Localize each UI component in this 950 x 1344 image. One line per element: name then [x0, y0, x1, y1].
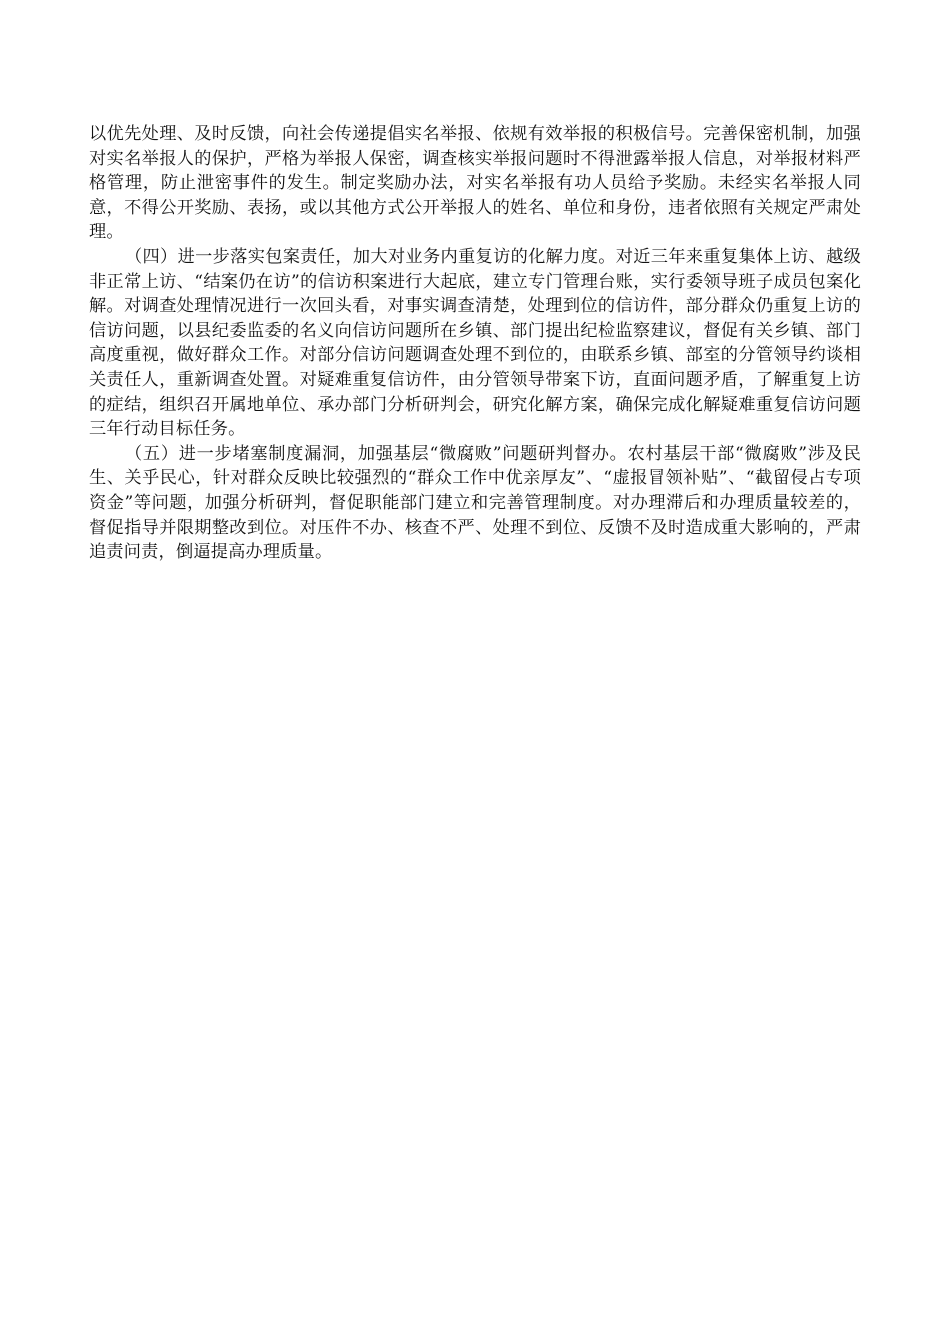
paragraph-section-four: （四）进一步落实包案责任，加大对业务内重复访的化解力度。对近三年来重复集体上访、越级非正常上访、“结案仍在访”的信访积案进行大起底，建立专门管理台账，实行委领导班子成员包案化解。对调查处理情况进行一次回头看，对事实调查清楚，处理到位的信访件，部分群众仍重复上访的信访问题，以县纪委监委的名义向信访问题所在乡镇、部门提出纪检监察建议，督促有关乡镇、部门高度重视，做好群众工作。对部分信访问题调查处理不到位的，由联系乡镇、部室的分管领导约谈相关责任人，重新调查处置。对疑难重复信访件，由分管领导带案下访，直面问题矛盾，了解重复上访的症结，组织召开属地单位、承办部门分析研判会，研究化解方案，确保完成化解疑难重复信访问题三年行动目标任务。 [89, 246, 861, 440]
paragraph-section-five: （五）进一步堵塞制度漏洞，加强基层“微腐败”问题研判督办。农村基层干部“微腐败”涉及民生、关乎民心，针对群众反映比较强烈的“群众工作中优亲厚友”、“虚报冒领补贴”、“截留侵占专项资金”等问题，加强分析研判，督促职能部门建立和完善管理制度。对办理滞后和办理质量较差的，督促指导并限期整改到位。对压件不办、核查不严、处理不到位、反馈不及时造成重大影响的，严肃追责问责，倒逼提高办理质量。 [89, 443, 861, 563]
paragraph-continuation: 以优先处理、及时反馈，向社会传递提倡实名举报、依规有效举报的积极信号。完善保密机制，加强对实名举报人的保护，严格为举报人保密，调查核实举报问题时不得泄露举报人信息，对举报材料严格管理，防止泄密事件的发生。制定奖励办法，对实名举报有功人员给予奖励。未经实名举报人同意，不得公开奖励、表扬，或以其他方式公开举报人的姓名、单位和身份，违者依照有关规定严肃处理。 [89, 124, 861, 243]
document-body [89, 122, 861, 565]
